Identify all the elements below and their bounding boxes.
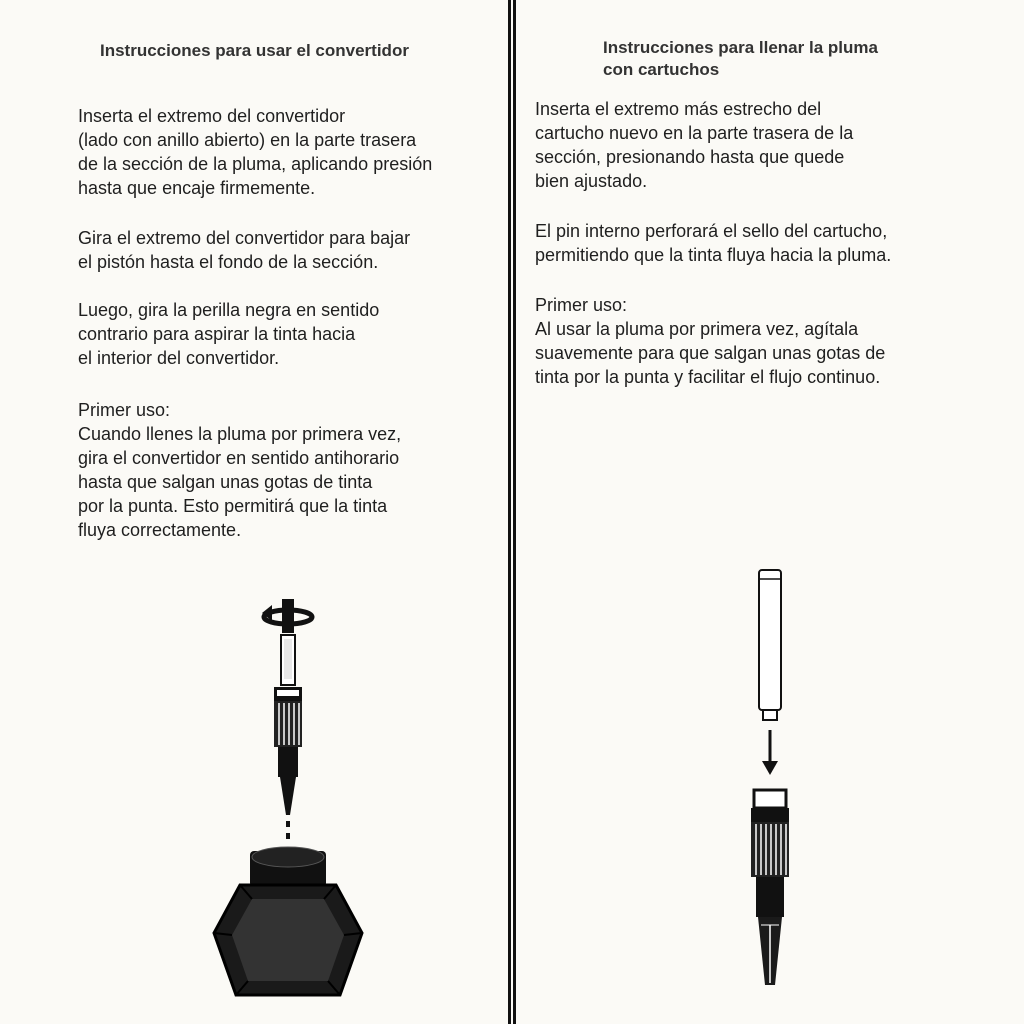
cartridge-step-1: Inserta el extremo más estrecho del cartucho nuevo en la parte trasera de la sección, presionando hasta que quede bien ajustado. [535, 99, 854, 191]
cartridge-icon [759, 570, 781, 720]
cartridge-title: Instrucciones para llenar la pluma con cartuchos [603, 38, 878, 79]
converter-first-use: Primer uso: Cuando llenes la pluma por primera vez, gira el convertidor en sentido antihorario hasta que salgan unas gotas de tinta por la punta. Esto permitirá que la tinta fluya correctamente. [78, 400, 402, 540]
cartridge-step-2: El pin interno perforará el sello del cartucho, permitiendo que la tinta fluya hacia la pluma. [535, 221, 892, 265]
converter-instructions [0, 0, 508, 1024]
pen-section-icon [751, 790, 789, 985]
ink-bottle-icon [214, 847, 362, 995]
rotate-arrow-icon [262, 599, 312, 633]
converter-ink-bottle-illustration [200, 595, 370, 1005]
column-divider [508, 0, 516, 1024]
cartridge-insert-illustration [721, 565, 821, 1005]
cartridge-instructions [516, 0, 1024, 1024]
converter-step-2: Gira el extremo del convertidor para bajar el pistón hasta el fondo de la sección. [78, 228, 411, 272]
converter-step-1: Inserta el extremo del convertidor (lado con anillo abierto) en la parte trasera de la sección de la pluma, aplicando presión hasta que encaje firmemente. [78, 106, 433, 198]
cartridge-first-use: Primer uso: Al usar la pluma por primera vez, agítala suavemente para que salgan unas gotas de tinta por la punta y facilitar el flujo continuo. [535, 295, 886, 387]
arrow-down-icon [762, 730, 778, 775]
converter-title: Instrucciones para usar el convertidor [100, 41, 409, 60]
converter-step-3: Luego, gira la perilla negra en sentido contrario para aspirar la tinta hacia el interior del convertidor. [78, 300, 380, 368]
